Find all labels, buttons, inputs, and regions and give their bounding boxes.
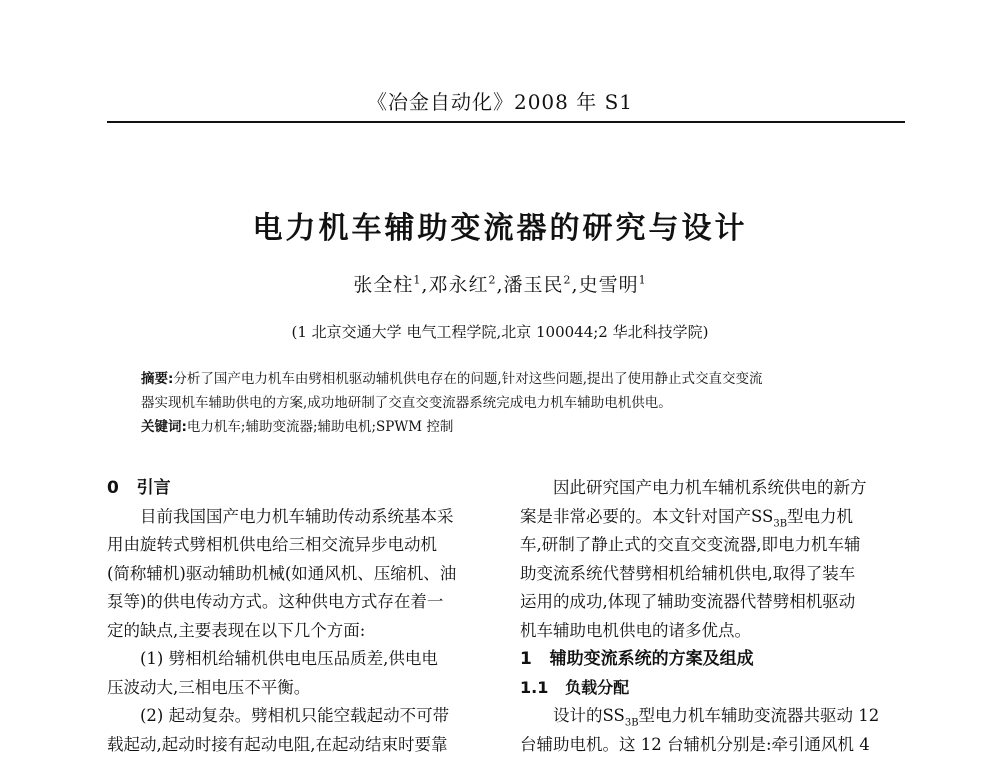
journal-header: 《冶金自动化》2008 年 S1 — [366, 90, 634, 114]
section-number: 1 — [520, 649, 532, 669]
body-line: 载起动,起动时接有起动电阻,在起动结束时要靠 — [107, 734, 448, 754]
section-number: 0 — [107, 478, 119, 498]
subsection-title: 负载分配 — [565, 677, 630, 697]
body-line: 定的缺点,主要表现在以下几个方面: — [107, 620, 366, 640]
body-line: 泵等)的供电传动方式。这种供电方式存在着一 — [107, 592, 444, 611]
author-name: 潘玉民 — [503, 274, 564, 296]
body-line: 因此研究国产电力机车辅机系统供电的新方 — [553, 478, 867, 497]
affiliation: (1 北京交通大学 电气工程学院,北京 100044;2 华北科技学院) — [291, 323, 709, 341]
abstract-label: 摘要: — [141, 371, 174, 387]
section-title: 辅助变流系统的方案及组成 — [549, 649, 754, 669]
subsection-heading — [520, 674, 904, 703]
subsection-number: 1.1 — [520, 677, 549, 697]
author-name: 张全柱 — [353, 274, 414, 296]
author-list: 张全柱$^1$,邓永红$^2$,潘玉民$^2$,史雪明$^1$ — [353, 273, 647, 296]
model-name: SS — [602, 706, 625, 725]
body-line: 运用的成功,体现了辅助变流器代替劈相机驱动 — [520, 592, 856, 611]
body-line: 机车辅助电机供电的诸多优点。 — [520, 620, 751, 640]
right-column — [520, 474, 904, 759]
body-line: (2) 起动复杂。劈相机只能空载起动不可带 — [140, 706, 450, 725]
abstract-line-2: 器实现机车辅助供电的方案,成功地研制了交直交变流器系统完成电力机车辅助电机供电。 — [141, 395, 672, 411]
header-rule — [107, 121, 905, 123]
keywords — [141, 415, 881, 439]
abstract-line-1 — [141, 367, 881, 391]
body-line: 压波动大,三相电压不平衡。 — [107, 677, 311, 697]
author-affil-mark: 1 — [413, 273, 422, 287]
model-subscript: 3B — [773, 517, 788, 529]
body-line: (简称辅机)驱动辅助机械(如通风机、压缩机、油 — [107, 563, 457, 583]
paper-title: 电力机车辅助变流器的研究与设计 — [252, 211, 748, 246]
body-line: 车,研制了静止式的交直交变流器,即电力机车辅 — [520, 535, 861, 554]
body-line: 助变流系统代替劈相机给辅机供电,取得了装车 — [520, 563, 856, 583]
body-line: 设计的$SS_{3B}$型电力机车辅助变流器共驱动 12 — [553, 706, 880, 729]
author-affil-mark: 1 — [638, 273, 647, 287]
body-line: 用由旋转式劈相机供电给三相交流异步电动机 — [107, 535, 437, 554]
author-affil-mark: 2 — [488, 273, 497, 287]
author-name: 史雪明 — [578, 274, 639, 296]
left-column — [107, 474, 491, 759]
body-line: 台辅助电机。这 12 台辅机分别是:牵引通风机 4 — [520, 734, 870, 754]
body-line: (1) 劈相机给辅机供电电压品质差,供电电 — [140, 649, 438, 668]
body-line: 目前我国国产电力机车辅助传动系统基本采 — [140, 506, 454, 526]
keywords-label: 关键词: — [141, 419, 187, 435]
abstract-text: 分析了国产电力机车由劈相机驱动辅机供电存在的问题,针对这些问题,提出了使用静止式交直交变流 — [173, 371, 763, 387]
model-name: SS — [751, 506, 774, 526]
section-heading — [520, 645, 904, 674]
model-subscript: 3B — [624, 717, 639, 729]
section-heading — [107, 474, 491, 503]
keywords-text: 电力机车;辅助变流器;辅助电机;SPWM 控制 — [186, 419, 454, 435]
body-line: 案是非常必要的。本文针对国产$SS_{3B}$型电力机 — [520, 506, 854, 529]
author-affil-mark: 2 — [563, 273, 572, 287]
section-title: 引言 — [136, 478, 171, 498]
author-name: 邓永红 — [428, 274, 489, 296]
